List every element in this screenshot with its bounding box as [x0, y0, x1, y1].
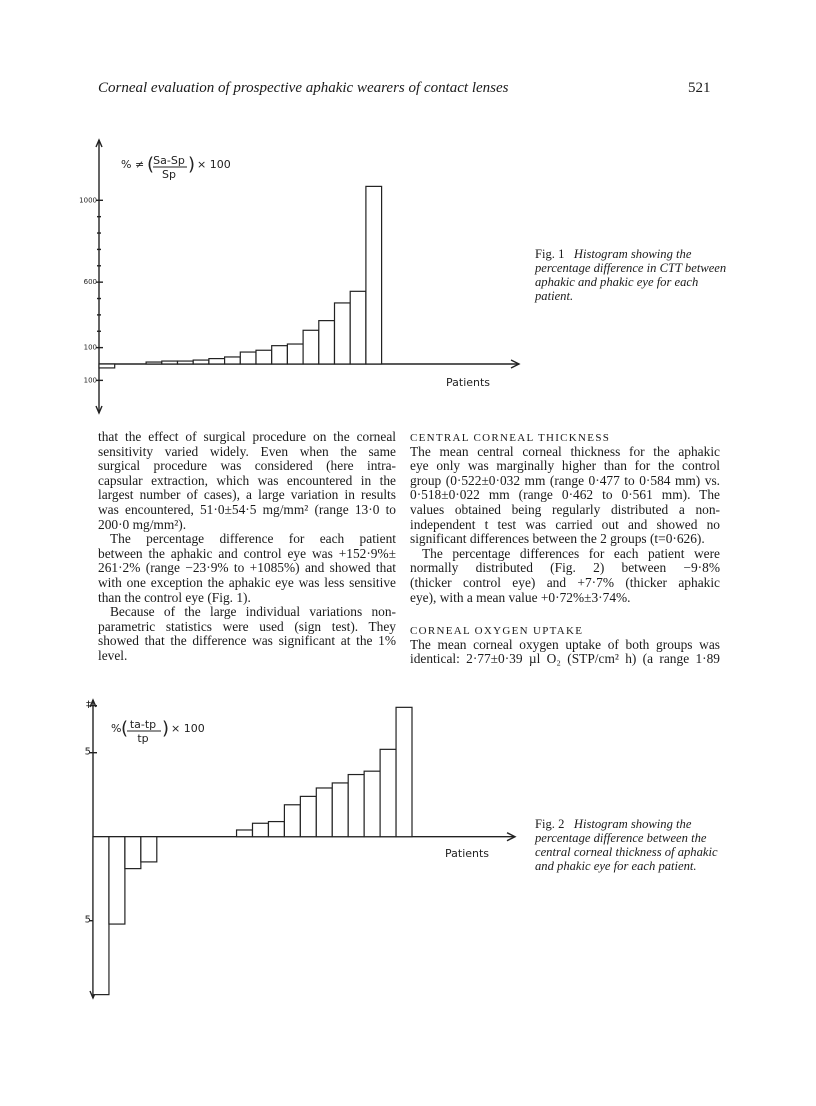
caption-text: Histogram showing the percentage difference in CTT between aphakic and phakic eye for each patient.	[535, 247, 727, 303]
section-heading-central-corneal-thickness: CENTRAL CORNEAL THICKNESS	[410, 432, 611, 444]
histogram-bar	[141, 837, 157, 862]
running-title: Corneal evaluation of prospective aphakic wearers of contact lenses	[98, 80, 509, 96]
section-heading-corneal-oxygen-uptake: CORNEAL OXYGEN UPTAKE	[410, 625, 584, 638]
text-line: level.	[98, 647, 128, 663]
section-gap	[410, 605, 720, 623]
y-tick-label: 100	[83, 376, 97, 385]
paren-close: )	[188, 154, 196, 175]
y-label-denominator: tp	[137, 732, 149, 745]
text-line: significant differences between the 2 groups (t=0·626).	[410, 531, 705, 547]
y-tick-label: 1000	[79, 196, 97, 205]
text-line: was encountered, 51·0±54·5 mg/mm² (range 13·0 to	[98, 501, 396, 517]
histogram-bar	[380, 749, 396, 836]
x-axis-label: Patients	[445, 847, 490, 860]
histogram-bar	[237, 830, 253, 837]
y-label-prefix: % ≠	[121, 158, 145, 171]
y-label-prefix: %	[111, 722, 122, 735]
left-column-text	[98, 430, 396, 664]
section-body	[410, 638, 720, 667]
histogram-bar	[348, 775, 364, 837]
y-tick-label: 5	[84, 914, 91, 926]
text-line: that the effect of surgical procedure on the corneal	[98, 429, 396, 444]
y-tick-label: ‡	[86, 699, 91, 711]
text-line: than the control eye (Fig. 1).	[98, 589, 251, 605]
text-line: identical: 2·77±0·39 µl O₂ (STP/cm² h) (a range 1·89	[410, 651, 720, 667]
histogram-bar	[268, 822, 284, 837]
y-label-suffix: × 100	[171, 722, 205, 735]
paren-open: (	[121, 718, 129, 739]
text-line: surgical procedure was considered (here intra-	[98, 458, 396, 474]
text-line: between the aphakic and control eye was +152·9%±	[98, 545, 396, 561]
histogram-bar	[396, 707, 412, 836]
figure-2-caption	[535, 817, 730, 873]
caption-text: Histogram showing the percentage difference between the central corneal thickness of aphakic and phakic eye for each patient.	[535, 817, 718, 873]
text-line: 261·2% (range −23·9% to +1085%) and showed that	[98, 560, 396, 576]
text-line: largest number of cases), a large variation in results	[98, 487, 396, 503]
y-label-numerator: Sa-Sp	[153, 154, 185, 167]
figure-1-caption	[535, 247, 735, 303]
text-line: 0·518±0·022 mm (range 0·462 to 0·561 mm). The	[410, 487, 720, 503]
histogram-bar	[253, 823, 269, 836]
text-line: sensitivity varied widely. Even when the same	[98, 443, 396, 459]
histogram-bar	[364, 771, 380, 837]
text-line: showed that the difference was significant at the 1%	[98, 633, 396, 649]
y-tick-label: 100	[83, 343, 97, 352]
text-line: The percentage difference for each patient	[110, 531, 396, 547]
histogram-bar	[109, 837, 125, 924]
text-line: eye), with a mean value +0·72%±3·74%.	[410, 589, 631, 605]
page-number: 521	[688, 80, 711, 96]
right-column-text	[410, 430, 720, 667]
paren-open: (	[147, 154, 155, 175]
x-axis-label: Patients	[446, 376, 491, 389]
text-line: Because of the large individual variations non-	[110, 604, 396, 620]
text-line: parametric statistics were used (sign test). They	[98, 618, 396, 634]
text-line: with one exception the aphakic eye was less sensitive	[98, 574, 396, 590]
paren-close: )	[162, 718, 170, 739]
histogram-bar	[300, 796, 316, 836]
caption-label: Fig. 2	[535, 817, 565, 831]
text-line: independent t test was carried out and showed no	[410, 516, 720, 532]
text-line: normally distributed (Fig. 2) between −9·8%	[410, 560, 720, 576]
text-line: The percentage differences for each patient were	[422, 545, 720, 561]
text-line: (thicker control eye) and +7·7% (thicker aphakic	[410, 574, 720, 590]
histogram-bar	[284, 805, 300, 837]
caption-label: Fig. 1	[535, 247, 565, 261]
text-line: eye only was marginally higher than for the control	[410, 458, 720, 474]
text-line: values obtained being regularly distributed a non-	[410, 501, 720, 517]
text-line: group (0·522±0·032 mm (range 0·477 to 0·584 mm) vs.	[410, 472, 720, 488]
histogram-bar	[332, 783, 348, 837]
histogram-bar	[93, 837, 109, 995]
y-tick-label: 600	[83, 278, 97, 287]
text-line: capsular extraction, which was encountered in the	[98, 472, 396, 488]
y-tick-label: 5	[84, 746, 91, 758]
y-label-suffix: × 100	[197, 158, 231, 171]
histogram-bar	[316, 788, 332, 837]
section-body	[410, 445, 720, 606]
y-label-numerator: ta-tp	[129, 718, 157, 731]
text-line: 200·0 mg/mm²).	[98, 516, 187, 532]
y-label-denominator: Sp	[162, 168, 176, 181]
text-line: The mean corneal oxygen uptake of both groups was	[410, 636, 720, 652]
histogram-bar	[125, 837, 141, 869]
text-line: The mean central corneal thickness for the aphakic	[410, 443, 720, 459]
